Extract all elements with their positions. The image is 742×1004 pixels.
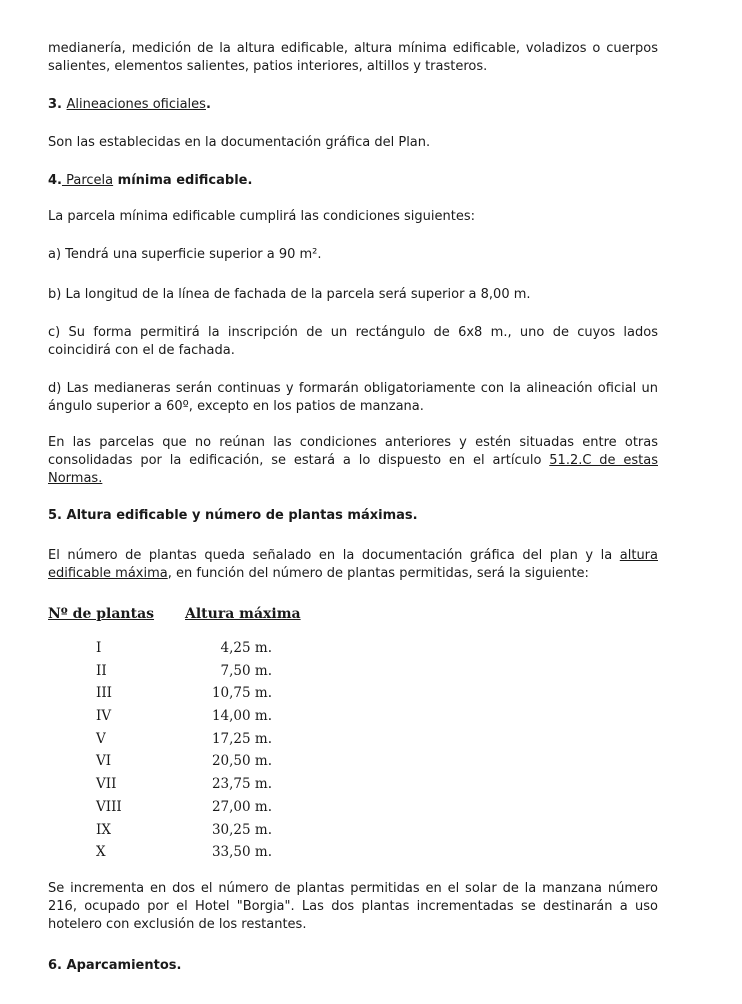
table-row xyxy=(48,819,658,842)
table-row xyxy=(48,660,658,683)
altura-cell: 20,50 m. xyxy=(211,753,272,770)
heights-table xyxy=(48,637,658,864)
plantas-cell: X xyxy=(96,844,106,861)
section-4-item-c: c) Su forma permitirá la inscripción de un rectángulo de 6x8 m., uno de cuyos lados coincidirá con el de fachada. xyxy=(48,325,658,358)
section-5-body-part2: , en función del número de plantas permitidas, será la siguiente: xyxy=(167,566,589,581)
section-5-heading: 5. Altura edificable y número de plantas máximas. xyxy=(48,508,418,523)
section-4-title-link: Parcela xyxy=(61,173,114,188)
altura-cell: 33,50 m. xyxy=(211,844,272,861)
document-page xyxy=(48,40,658,975)
section-5-body-part1: El número de plantas queda señalado en la documentación gráfica del plan y la xyxy=(48,548,620,563)
table-row xyxy=(48,750,658,773)
plantas-cell: V xyxy=(96,730,106,747)
plantas-cell: I xyxy=(96,640,102,656)
table-row xyxy=(48,796,658,819)
heights-table-header xyxy=(48,605,658,623)
plantas-cell: IX xyxy=(96,821,111,838)
altura-cell: 14,00 m. xyxy=(211,708,272,725)
plantas-cell: VII xyxy=(96,776,117,793)
section-4-heading xyxy=(48,172,658,190)
section-4-item-b: b) La longitud de la línea de fachada de la parcela será superior a 8,00 m. xyxy=(48,287,531,302)
altura-edificable-link: altura edificable máxima xyxy=(48,548,658,581)
section-3-heading xyxy=(48,96,658,114)
altura-cell: 4,25 m. xyxy=(220,640,272,656)
table-row xyxy=(48,841,658,864)
table-row xyxy=(48,705,658,728)
section-5-body xyxy=(48,547,658,583)
plantas-cell: IV xyxy=(96,708,112,725)
section-3-body: Son las establecidas en la documentación gráfica del Plan. xyxy=(48,135,431,150)
altura-cell: 30,25 m. xyxy=(211,821,272,838)
intro-paragraph: medianería, medición de la altura edificable, altura mínima edificable, voladizos o cuerpos salientes, elementos salientes, patios interiores, altillos y trasteros. xyxy=(48,41,658,74)
altura-cell: 17,25 m. xyxy=(211,730,272,747)
section-4-item-a: a) Tendrá una superficie superior a 90 m². xyxy=(48,247,322,262)
altura-cell: 27,00 m. xyxy=(211,798,272,815)
section-3-end: . xyxy=(205,97,211,112)
section-4-title-rest: mínima edificable. xyxy=(113,173,253,188)
table-row xyxy=(48,637,658,660)
altura-cell: 23,75 m. xyxy=(211,776,272,793)
plantas-cell: III xyxy=(96,685,112,702)
section-4-number: 4. xyxy=(48,173,62,188)
column-header-plantas: Nº de plantas xyxy=(48,606,155,622)
article-reference-link: 51.2.C de estas Normas. xyxy=(48,453,658,486)
table-row xyxy=(48,682,658,705)
plantas-cell: VIII xyxy=(96,798,122,815)
section-3-title: Alineaciones oficiales xyxy=(66,97,206,112)
altura-cell: 7,50 m. xyxy=(220,662,272,679)
plantas-cell: II xyxy=(96,662,107,679)
section-4-intro: La parcela mínima edificable cumplirá las condiciones siguientes: xyxy=(48,209,476,224)
section-4-closing-text: En las parcelas que no reúnan las condiciones anteriores y estén situadas entre otras consolidadas por la edificación, se estará a lo dispuesto en el artículo xyxy=(48,435,658,468)
table-row xyxy=(48,728,658,751)
table-row xyxy=(48,773,658,796)
section-6-heading: 6. Aparcamientos. xyxy=(48,957,182,973)
column-header-altura: Altura máxima xyxy=(185,606,301,622)
section-5-closing: Se incrementa en dos el número de plantas permitidas en el solar de la manzana número 216, ocupado por el Hotel "Borgia". Las dos plantas incrementadas se destinarán a uso hotelero con exclusión de los restantes. xyxy=(48,880,658,932)
altura-cell: 10,75 m. xyxy=(211,685,272,702)
section-4-closing xyxy=(48,434,658,488)
section-3-number: 3. xyxy=(48,97,67,112)
plantas-cell: VI xyxy=(96,753,112,770)
section-4-item-d: d) Las medianeras serán continuas y formarán obligatoriamente con la alineación oficial un ángulo superior a 60º, excepto en los patios de manzana. xyxy=(48,381,658,414)
